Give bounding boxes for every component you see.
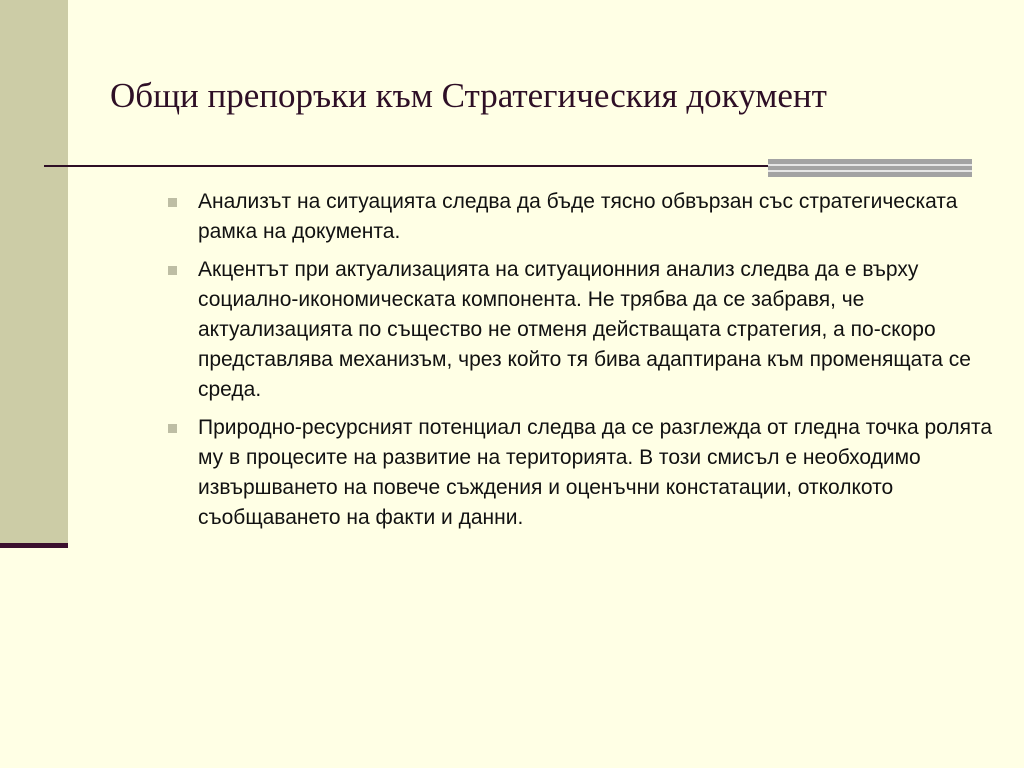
bullet-text: Анализът на ситуацията следва да бъде тясно обвързан със стратегическата рамка на документа. <box>198 190 958 243</box>
bullet-text: Природно-ресурсният потенциал следва да се разглежда от гледна точка ролята му в процесите на развитие на територията. В този смисъл е необходимо извършването на повече съждения и оценъчни констатации, отколкото съобщаването на факти и данни. <box>198 416 993 529</box>
left-bar-underline <box>0 543 68 548</box>
square-bullet-icon <box>168 198 177 207</box>
bullet-item <box>162 413 1002 533</box>
square-bullet-icon <box>168 424 177 433</box>
accent-bar <box>768 159 972 177</box>
bullet-item <box>162 255 1002 405</box>
bullet-list <box>162 187 1002 541</box>
bullet-text: Акцентът при актуализацията на ситуационния анализ следва да е върху социално-икономическата компонента. Не трябва да се забравя, че актуализацията по същество не отменя действащата стратегия, а по-скоро представлява механизъм, чрез който тя бива адаптирана към променящата се среда. <box>198 258 971 401</box>
bullet-item <box>162 187 1002 247</box>
left-decorative-bar <box>0 0 68 546</box>
square-bullet-icon <box>168 266 177 275</box>
slide-title: Общи препоръки към Стратегическия документ <box>110 76 827 115</box>
